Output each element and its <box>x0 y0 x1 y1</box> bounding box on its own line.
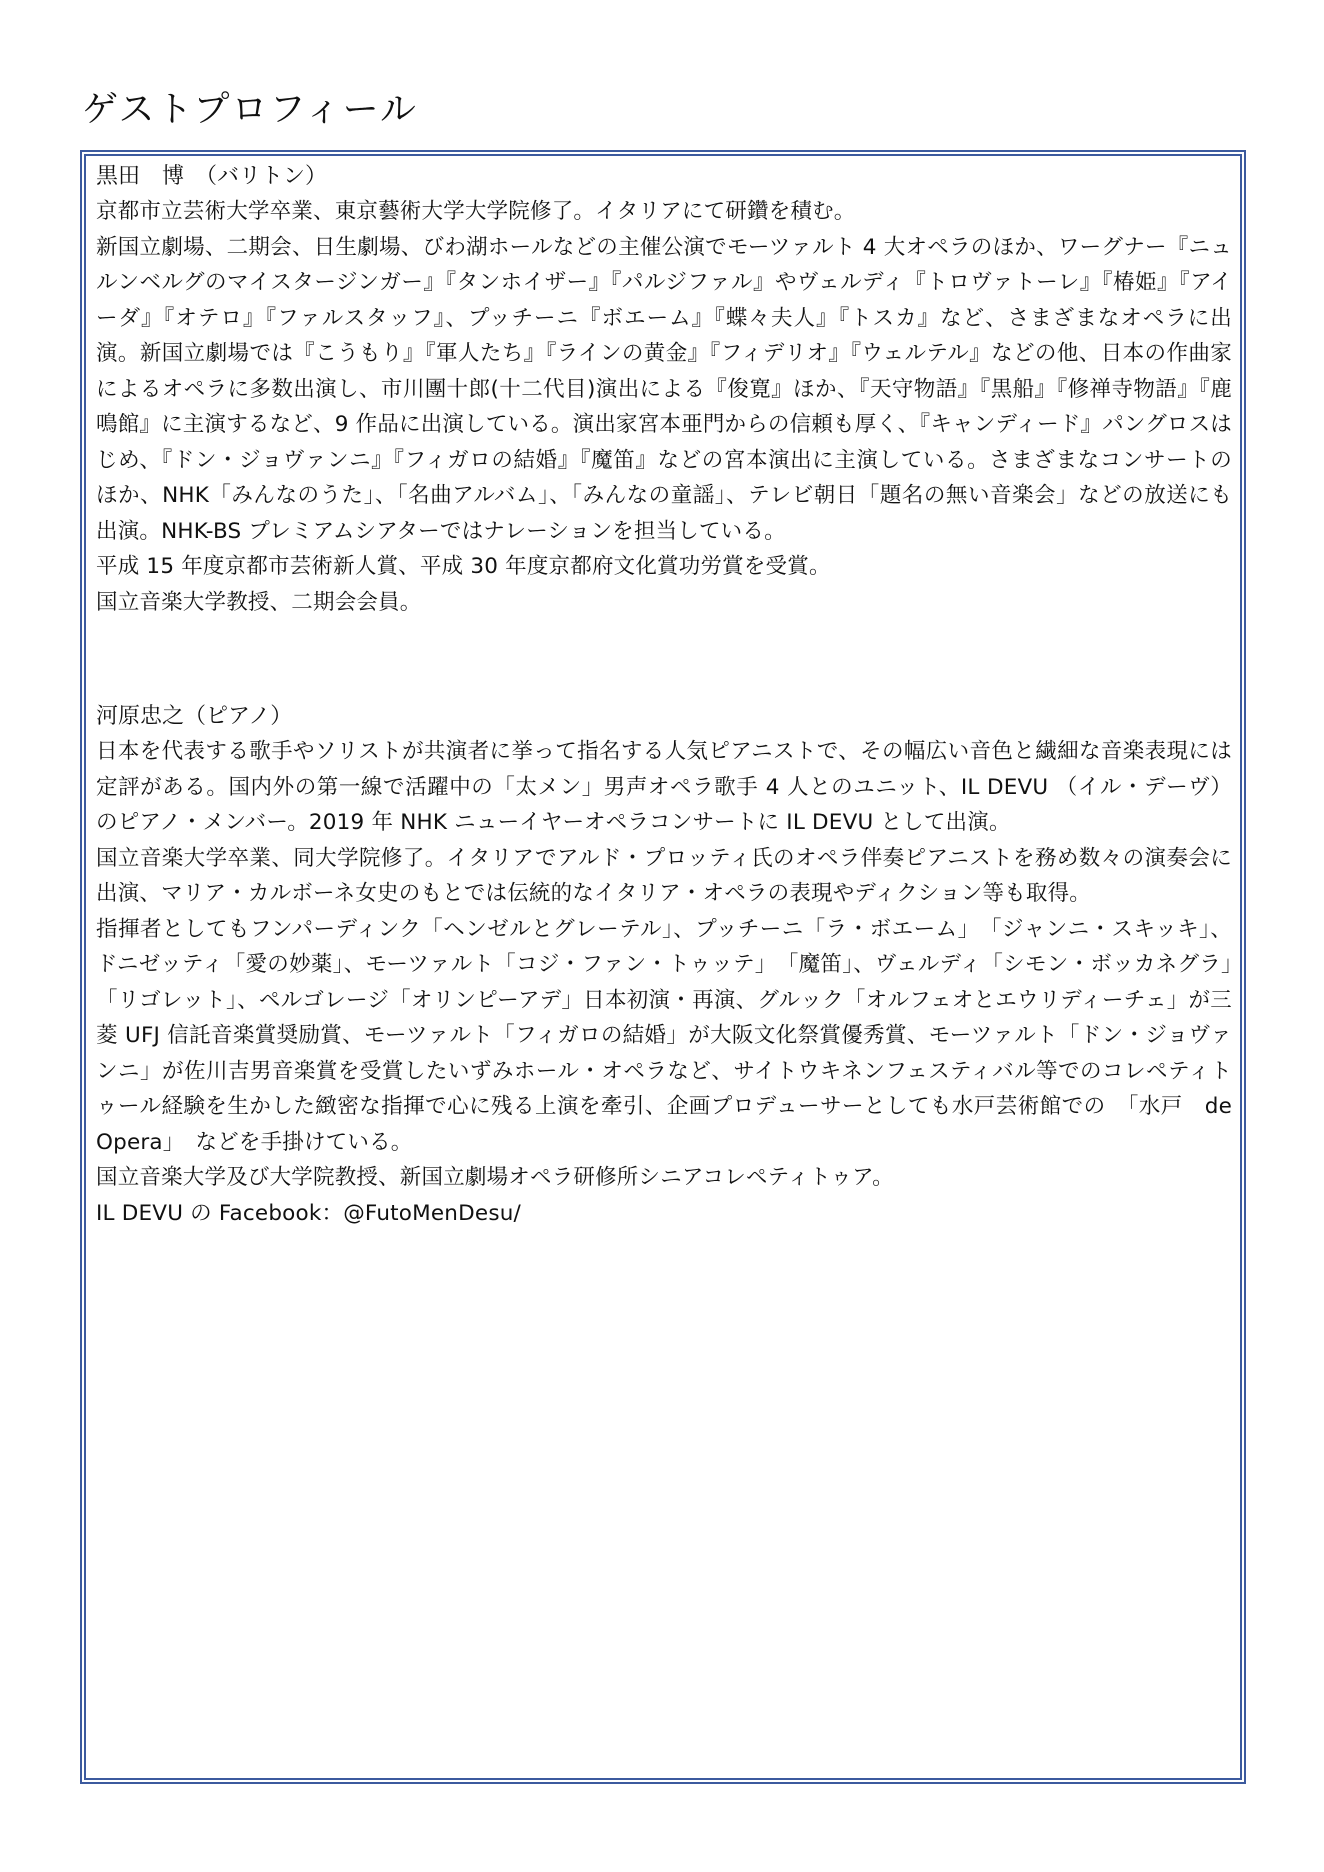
profile-paragraph: 新国立劇場、二期会、日生劇場、びわ湖ホールなどの主催公演でモーツァルト 4 大オペラのほか、ワーグナー『ニュルンベルグのマイスタージンガー』『タンホイザー』『パルジファル』やヴェルディ『トロヴァトーレ』『椿姫』『アイーダ』『オテロ』『ファルスタッフ』、プッチーニ『ボエーム』『蝶々夫人』『トスカ』など、さまざまなオペラに出演。新国立劇場では『こうもり』『軍人たち』『ラインの黄金』『フィデリオ』『ウェルテル』などの他、日本の作曲家によるオペラに多数出演し、市川團十郎(十二代目)演出による『俊寛』ほか、『天守物語』『黒船』『修禅寺物語』『鹿鳴館』に主演するなど、9 作品に出演している。演出家宮本亜門からの信頼も厚く、『キャンディード』パングロスはじめ、『ドン・ジョヴァンニ』『フィガロの結婚』『魔笛』などの宮本演出に主演している。さまざまなコンサートのほか、NHK「みんなのうた」、「名曲アルバム」、「みんなの童謡」、テレビ朝日「題名の無い音楽会」などの放送にも出演。NHK-BS プレミアムシアターではナレーションを担当している。 <box>96 234 1232 544</box>
section-spacer <box>96 620 1232 702</box>
profile-paragraph: 国立音楽大学卒業、同大学院修了。イタリアでアルド・プロッティ氏のオペラ伴奏ピアニストを務め数々の演奏会に出演、マリア・カルボーネ女史のもとでは伝統的なイタリア・オペラの表現やディクション等も取得。 <box>96 845 1232 906</box>
profile-paragraph: 京都市立芸術大学卒業、東京藝術大学大学院修了。イタリアにて研鑽を積む。 <box>96 199 856 224</box>
profile-paragraph: 指揮者としてもフンパーディンク「ヘンゼルとグレーテル」、プッチーニ「ラ・ボエーム」 「ジャンニ・スキッキ」、ドニゼッティ「愛の妙薬」、モーツァルト「コジ・ファン・トゥッテ」 「魔笛」、ヴェルディ「シモン・ボッカネグラ」 「リゴレット」、ペルゴレージ「オリンピーアデ」日本初演・再演、グルック「オルフェオとエウリディーチェ」が三菱 UFJ 信託音楽賞奨励賞、モーツァルト「フィガロの結婚」が大阪文化祭賞優秀賞、モーツァルト「ドン・ジョヴァンニ」が佐川吉男音楽賞を受賞したいずみホール・オペラなど、サイトウキネンフェスティバル等でのコレペティトゥール経験を生かした緻密な指揮で心に残る上演を牽引、企画プロデューサーとしても水戸芸術館での 「水戸 de Opera」 などを手掛けている。 <box>96 916 1254 1155</box>
profile-kawahara <box>96 702 1254 1231</box>
profile-paragraph: 日本を代表する歌手やソリストが共演者に挙って指名する人気ピアニストで、その幅広い音色と繊細な音楽表現には定評がある。国内外の第一線で活躍中の「太メン」男声オペラ歌手 4 人とのユニット、IL DEVU （イル・デーヴ） のピアノ・メンバー。2019 年 NHK ニューイヤーオペラコンサートに IL DEVU として出演。 <box>96 739 1232 835</box>
profile-content <box>96 162 1254 1231</box>
profile-name: 河原忠之（ピアノ） <box>96 704 293 729</box>
profile-kuroda <box>96 162 1232 620</box>
profile-name: 黒田 博 （バリトン） <box>96 164 328 189</box>
profile-paragraph: 国立音楽大学及び大学院教授、新国立劇場オペラ研修所シニアコレペティトゥア。 <box>96 1165 894 1190</box>
profile-paragraph: 国立音楽大学教授、二期会会員。 <box>96 589 422 615</box>
facebook-handle: IL DEVU の Facebook：@FutoMenDesu/ <box>96 1200 521 1226</box>
profile-paragraph: 平成 15 年度京都市芸術新人賞、平成 30 年度京都府文化賞功労賞を受賞。 <box>96 554 831 579</box>
page-title: ゲストプロフィール <box>82 89 418 130</box>
